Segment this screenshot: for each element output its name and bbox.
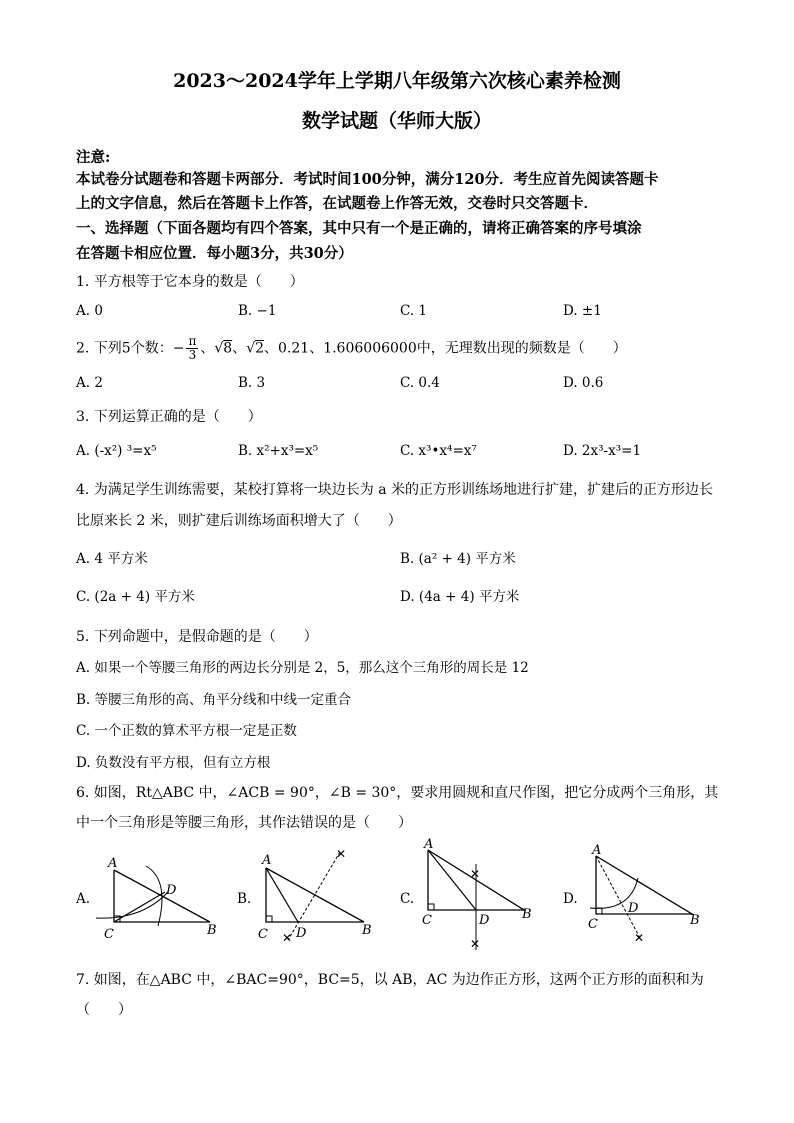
point-label-d: D <box>479 913 490 928</box>
q2-sep-2: 、 <box>232 340 247 357</box>
q2-suffix: 、0.21、1.606006000中，无理数出现的频数是（ ） <box>264 340 627 357</box>
q1-option-a: A. 0 <box>76 303 103 319</box>
segment-cd <box>114 892 165 922</box>
exam-subtitle: 数学试题（华师大版） <box>301 110 492 132</box>
q5-stem: 5. 下列命题中，是假命题的是（ ） <box>76 629 318 645</box>
sqrt-icon: √ <box>246 340 256 357</box>
right-angle-mark <box>428 904 434 910</box>
point-label-c: C <box>258 927 268 942</box>
q5-option-c: C. 一个正数的算术平方根一定是正数 <box>76 723 297 739</box>
segment-ad <box>428 850 476 910</box>
point-label-c: C <box>588 917 598 932</box>
triangle-abc <box>596 856 692 914</box>
q6-figure-d-label: D. <box>563 891 578 907</box>
q5-option-b: B. 等腰三角形的高、角平分线和中线一定重合 <box>76 692 352 708</box>
point-label-b: B <box>690 913 700 928</box>
notice-line-2: 上的文字信息，然后在答题卡上作答，在试题卷上作答无效，交卷时只交答题卡． <box>76 195 598 212</box>
point-label-a: A <box>592 843 602 858</box>
triangle-abc <box>266 868 364 922</box>
point-label-a: A <box>262 853 272 868</box>
q2-option-b: B. 3 <box>238 375 266 391</box>
pi-over-3-fraction <box>186 335 198 362</box>
section-1-heading-1: 一、选择题（下面各题均有四个答案，其中只有一个是正确的，请将正确答案的序号填涂 <box>76 220 642 237</box>
q1-option-d: D. ±1 <box>563 303 602 319</box>
q3-stem: 3. 下列运算正确的是（ ） <box>76 409 262 425</box>
fraction-numerator: π <box>188 334 197 348</box>
q2-radicand-2: 2 <box>255 340 265 357</box>
q3-option-d: D. 2x³-x³=1 <box>563 443 642 459</box>
q3-option-c: C. x³•x⁴=x⁷ <box>400 443 477 459</box>
q6-figure-c-label: C. <box>400 891 415 907</box>
exam-title: 2023～2024学年上学期八年级第六次核心素养检测 <box>173 70 621 92</box>
cross-mark-icon: ✕ <box>282 931 293 945</box>
point-label-b: B <box>522 907 532 922</box>
q2-stem <box>76 335 627 362</box>
q6-figure-c <box>416 838 541 958</box>
q4-option-d: D. (4a + 4) 平方米 <box>400 589 520 605</box>
q6-figure-a <box>92 852 222 942</box>
q6-figure-a-label: A. <box>76 891 91 907</box>
dashed-line-ad <box>596 856 640 938</box>
cross-mark-icon: ✕ <box>336 847 347 861</box>
sqrt-icon: √ <box>214 340 224 357</box>
q7-stem-line-1: 7. 如图，在△ABC 中，∠BAC=90°，BC=5，以 AB，AC 为边作正方形，这两个正方形的面积和为 <box>76 972 704 988</box>
q1-option-b: B. −1 <box>238 303 277 319</box>
q5-option-a: A. 如果一个等腰三角形的两边长分别是 2，5，那么这个三角形的周长是 12 <box>76 660 529 676</box>
q4-stem-line-1: 4. 为满足学生训练需要，某校打算将一块边长为 a 米的正方形训练场地进行扩建，扩建后的正方形边长 <box>76 482 714 498</box>
q3-option-b: B. x²+x³=x⁵ <box>238 443 319 459</box>
point-label-d: D <box>166 883 177 898</box>
point-label-a: A <box>108 856 118 871</box>
point-label-a: A <box>424 838 434 852</box>
q6-figure-d <box>580 842 705 952</box>
cross-mark-icon: ✕ <box>634 931 645 945</box>
q6-figure-b-label: B. <box>237 891 252 907</box>
cross-mark-icon: ✕ <box>470 867 481 881</box>
q6-figure-b <box>252 846 377 946</box>
q2-sep-1: 、 <box>200 340 215 357</box>
right-angle-mark <box>266 916 272 922</box>
notice-label: 注意: <box>76 149 111 166</box>
q4-option-c: C. (2a + 4) 平方米 <box>76 589 195 605</box>
q2-option-c: C. 0.4 <box>400 375 440 391</box>
q6-stem-line-1: 6. 如图，Rt△ABC 中，∠ACB = 90°，∠B = 30°，要求用圆规和直尺作图，把它分成两个三角形，其 <box>76 785 719 801</box>
arc <box>146 866 162 926</box>
q4-stem-line-2: 比原来长 2 米，则扩建后训练场面积增大了（ ） <box>76 513 402 529</box>
q2-option-d: D. 0.6 <box>563 375 604 391</box>
fraction-denominator: 3 <box>188 348 197 362</box>
q6-stem-line-2: 中一个三角形是等腰三角形，其作法错误的是（ ） <box>76 815 412 831</box>
q4-option-b: B. (a² + 4) 平方米 <box>400 551 516 567</box>
q1-option-c: C. 1 <box>400 303 428 319</box>
point-label-d: D <box>296 926 307 941</box>
point-label-d: D <box>628 901 639 916</box>
point-label-b: B <box>207 923 217 938</box>
q3-option-a: A. (-x²) ³=x⁵ <box>76 443 157 459</box>
point-label-b: B <box>362 923 372 938</box>
q2-prefix: 2. 下列5个数：− <box>76 340 185 357</box>
q5-option-d: D. 负数没有平方根，但有立方根 <box>76 755 271 771</box>
point-label-c: C <box>104 927 114 942</box>
q4-option-a: A. 4 平方米 <box>76 551 148 567</box>
section-1-heading-2: 在答题卡相应位置．每小题3分，共30分） <box>76 245 353 262</box>
q1-stem: 1. 平方根等于它本身的数是（ ） <box>76 274 304 290</box>
cross-mark-icon: ✕ <box>470 937 481 951</box>
q2-radicand-1: 8 <box>223 340 233 357</box>
point-label-c: C <box>422 913 432 928</box>
notice-line-1: 本试卷分试题卷和答题卡两部分．考试时间100分钟，满分120分．考生应首先阅读答题卡 <box>76 171 659 188</box>
q7-stem-line-2: （ ） <box>76 1002 132 1018</box>
q2-option-a: A. 2 <box>76 375 103 391</box>
